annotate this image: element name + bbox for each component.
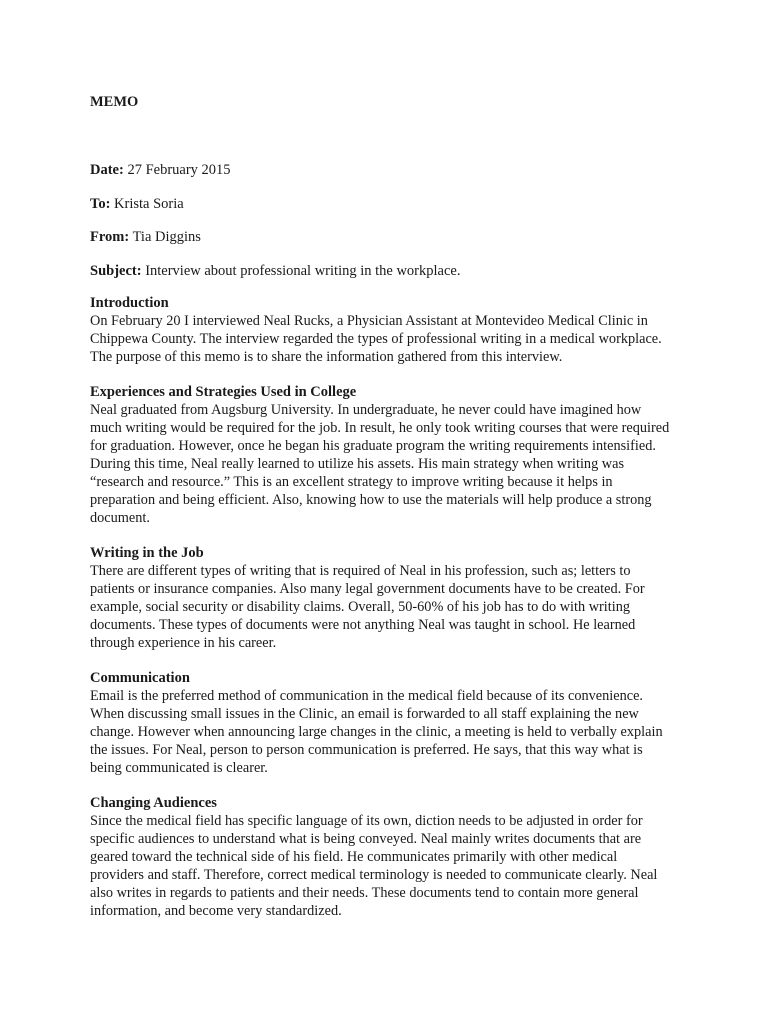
memo-title: MEMO bbox=[90, 94, 139, 110]
subject-label: Subject: bbox=[90, 263, 142, 279]
section-experiences-strategies bbox=[90, 383, 674, 527]
section-heading: Writing in the Job bbox=[90, 545, 204, 561]
memo-date-line bbox=[90, 161, 231, 179]
section-body: Email is the preferred method of communication in the medical field because of its convenience. When discussing small issues in the Clinic, an email is forwarded to all staff explaining the new change. However when announcing large changes in the clinic, a meeting is held to verbally explain the issues. For Neal, person to person communication is preferred. He says, that this way what is being communicated is clearer. bbox=[90, 688, 663, 776]
memo-to-line bbox=[90, 195, 184, 213]
section-writing-in-job bbox=[90, 544, 674, 652]
section-body: Neal graduated from Augsburg University. In undergraduate, he never could have imagined how much writing would be required for the job. In result, he only took writing courses that were required for graduation. However, once he began his graduate program the writing requirements intensified. During this time, Neal really learned to utilize his assets. His main strategy when writing was “research and resource.” This is an excellent strategy to improve writing because it helps in preparation and being efficient. Also, knowing how to use the materials will help produce a strong document. bbox=[90, 402, 670, 526]
to-label: To: bbox=[90, 196, 111, 212]
section-communication bbox=[90, 669, 674, 777]
section-body: On February 20 I interviewed Neal Rucks, a Physician Assistant at Montevideo Medical Clinic in Chippewa County. The interview regarded the types of professional writing in a medical workplace. The purpose of this memo is to share the information gathered from this interview. bbox=[90, 313, 662, 365]
memo-document bbox=[90, 0, 690, 1024]
subject-value: Interview about professional writing in the workplace. bbox=[145, 263, 461, 279]
section-heading: Changing Audiences bbox=[90, 795, 217, 811]
to-value: Krista Soria bbox=[114, 196, 184, 212]
from-value: Tia Diggins bbox=[132, 229, 201, 245]
section-body: There are different types of writing that is required of Neal in his profession, such as; letters to patients or insurance companies. Also many legal government documents have to be created. For example, social security or disability claims. Overall, 50-60% of his job has to do with writing documents. These types of documents were not anything Neal was taught in school. He learned through experience in his career. bbox=[90, 563, 645, 651]
section-introduction bbox=[90, 294, 674, 366]
date-label: Date: bbox=[90, 162, 124, 178]
memo-from-line bbox=[90, 228, 201, 246]
date-value: 27 February 2015 bbox=[127, 162, 231, 178]
section-body: Since the medical field has specific language of its own, diction needs to be adjusted in order for specific audiences to understand what is being conveyed. Neal mainly writes documents that are geared toward the technical side of his field. He communicates primarily with other medical providers and staff. Therefore, correct medical terminology is needed to communicate clearly. Neal also writes in regards to patients and their needs. These documents tend to contain more general information, and become very standardized. bbox=[90, 813, 658, 919]
memo-subject-line bbox=[90, 262, 460, 280]
section-heading: Introduction bbox=[90, 295, 169, 311]
section-heading: Experiences and Strategies Used in College bbox=[90, 384, 357, 400]
from-label: From: bbox=[90, 229, 130, 245]
section-heading: Communication bbox=[90, 670, 190, 686]
section-changing-audiences bbox=[90, 794, 674, 920]
